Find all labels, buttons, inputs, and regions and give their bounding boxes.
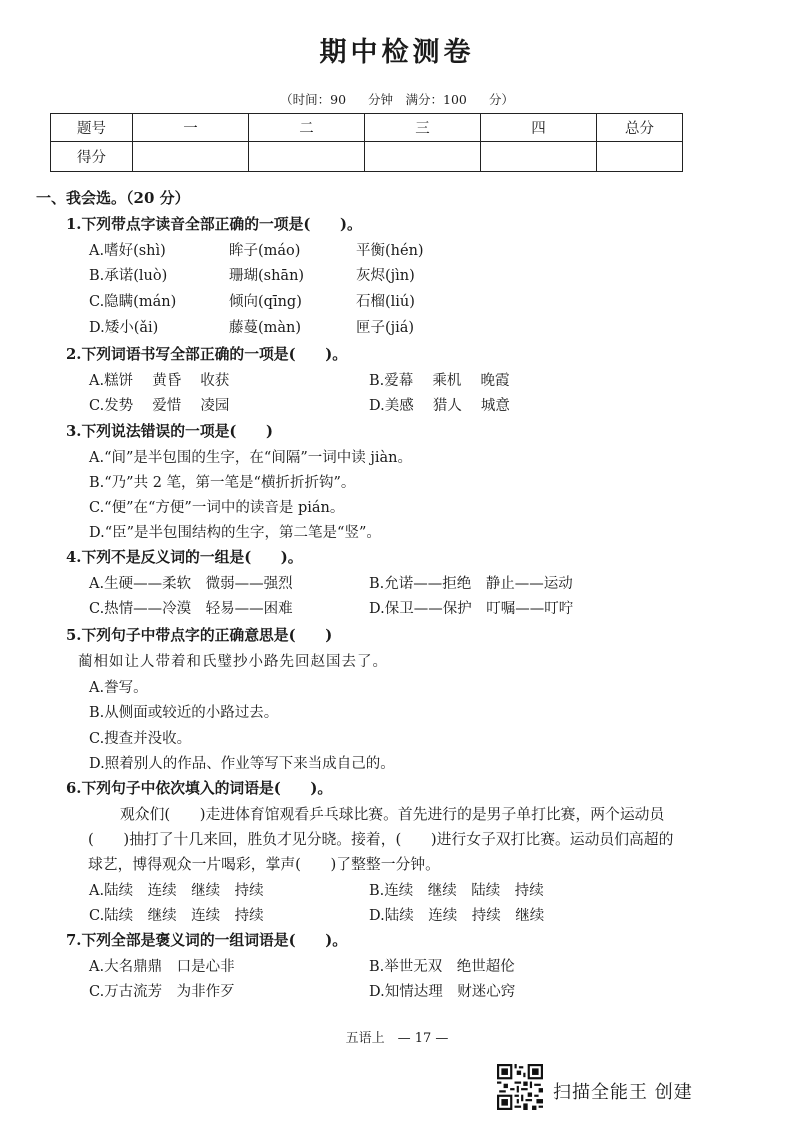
option: 珊瑚(shān) — [229, 268, 305, 284]
score-entry-cell[interactable] — [597, 142, 683, 172]
option: A.嗜好(shì) — [89, 243, 166, 259]
passage-line: 球艺，博得观众一片喝彩，掌声( )了整整一分钟。 — [88, 856, 440, 873]
option: B.举世无双 绝世超伦 — [369, 959, 515, 975]
option: D.保卫——保护 叮嘱——叮咛 — [369, 601, 574, 617]
score-cell: 二 — [249, 114, 365, 142]
option: D.照着别人的作品、作业等写下来当成自己的。 — [89, 756, 395, 772]
score-cell: 三 — [365, 114, 481, 142]
quoted-sentence: 蔺相如让人带着和氏璧抄小路先回赵国去了。 — [78, 654, 388, 670]
option: 倾向(qīng) — [229, 294, 302, 310]
option: 平衡(hén) — [356, 243, 424, 259]
option: D.“臣”是半包围结构的生字，第二笔是“竖”。 — [89, 525, 381, 541]
score-cell: 一 — [133, 114, 249, 142]
option: C.万古流芳 为非作歹 — [89, 984, 235, 1000]
option: 石榴(liú) — [356, 294, 415, 310]
option: B.承诺(luò) — [89, 268, 168, 284]
option: D.陆续 连续 持续 继续 — [369, 908, 545, 924]
exam-info: （时间：90 分钟 满分：100 分） — [280, 92, 514, 107]
question-stem: 6.下列句子中依次填入的词语是( )。 — [66, 780, 333, 797]
option: B.“乃”共 2 笔，第一笔是“横折折折钩”。 — [89, 475, 356, 491]
question-stem: 7.下列全部是褒义词的一组词语是( )。 — [66, 932, 347, 949]
option: D.矮小(ǎi) — [89, 320, 159, 336]
score-cell: 四 — [481, 114, 597, 142]
page-title: 期中检测卷 — [319, 37, 475, 68]
question-stem: 3.下列说法错误的一项是( ) — [66, 423, 274, 440]
option: 灰烬(jìn) — [356, 268, 415, 284]
option: A.糕饼 黄昏 收获 — [89, 373, 230, 389]
option: C.发势 爱惜 凌园 — [89, 398, 230, 414]
question-stem: 5.下列句子中带点字的正确意思是( ) — [66, 627, 333, 644]
section-heading: 一、我会选。（20 分） — [36, 189, 190, 207]
option: C.隐瞒(mán) — [89, 294, 177, 310]
option: D.知情达理 财迷心窍 — [369, 984, 516, 1000]
scanner-watermark: 扫描全能王 创建 — [553, 1082, 693, 1103]
option: B.爱幕 乘机 晚霞 — [369, 373, 510, 389]
option: B.连续 继续 陆续 持续 — [369, 883, 544, 899]
option: C.搜查并没收。 — [89, 731, 192, 747]
score-table — [50, 113, 683, 172]
option: 眸子(máo) — [229, 243, 301, 259]
question-stem: 1.下列带点字读音全部正确的一项是( )。 — [66, 216, 362, 233]
score-table-score-row — [51, 142, 683, 172]
option: B.从侧面或较近的小路过去。 — [89, 705, 279, 721]
passage-line: 观众们( )走进体育馆观看乒乓球比赛。首先进行的是男子单打比赛，两个运动员 — [120, 806, 665, 823]
score-table-header-row — [51, 114, 683, 142]
option: 藤蔓(màn) — [229, 320, 302, 336]
score-entry-cell[interactable] — [249, 142, 365, 172]
score-entry-cell[interactable] — [481, 142, 597, 172]
option: A.陆续 连续 继续 持续 — [89, 883, 264, 899]
option: A.生硬——柔软 微弱——强烈 — [89, 576, 293, 592]
question-stem: 4.下列不是反义词的一组是( )。 — [66, 549, 303, 566]
qr-code-icon — [497, 1064, 543, 1110]
option: A.大名鼎鼎 口是心非 — [89, 959, 235, 975]
option: C.热情——冷漠 轻易——困难 — [89, 601, 293, 617]
question-stem: 2.下列词语书写全部正确的一项是( )。 — [66, 346, 347, 363]
score-cell: 题号 — [51, 114, 133, 142]
option: A.“间”是半包围的生字，在“间隔”一词中读 jiàn。 — [89, 450, 412, 466]
score-entry-cell[interactable] — [133, 142, 249, 172]
page-footer: 五语上 — 17 — — [345, 1031, 449, 1046]
option: C.陆续 继续 连续 持续 — [89, 908, 264, 924]
option: C.“便”在“方便”一词中的读音是 pián。 — [89, 500, 345, 516]
passage-line: ( )抽打了十几来回，胜负才见分晓。接着，( )进行女子双打比赛。运动员们高超的 — [88, 831, 674, 848]
score-entry-cell[interactable] — [365, 142, 481, 172]
option: D.美感 猎人 城意 — [369, 398, 510, 414]
option: B.允诺——拒绝 静止——运动 — [369, 576, 573, 592]
option: 匣子(jiá) — [356, 320, 415, 336]
score-cell: 总分 — [597, 114, 683, 142]
option: A.誊写。 — [89, 680, 148, 696]
score-cell: 得分 — [51, 142, 133, 172]
